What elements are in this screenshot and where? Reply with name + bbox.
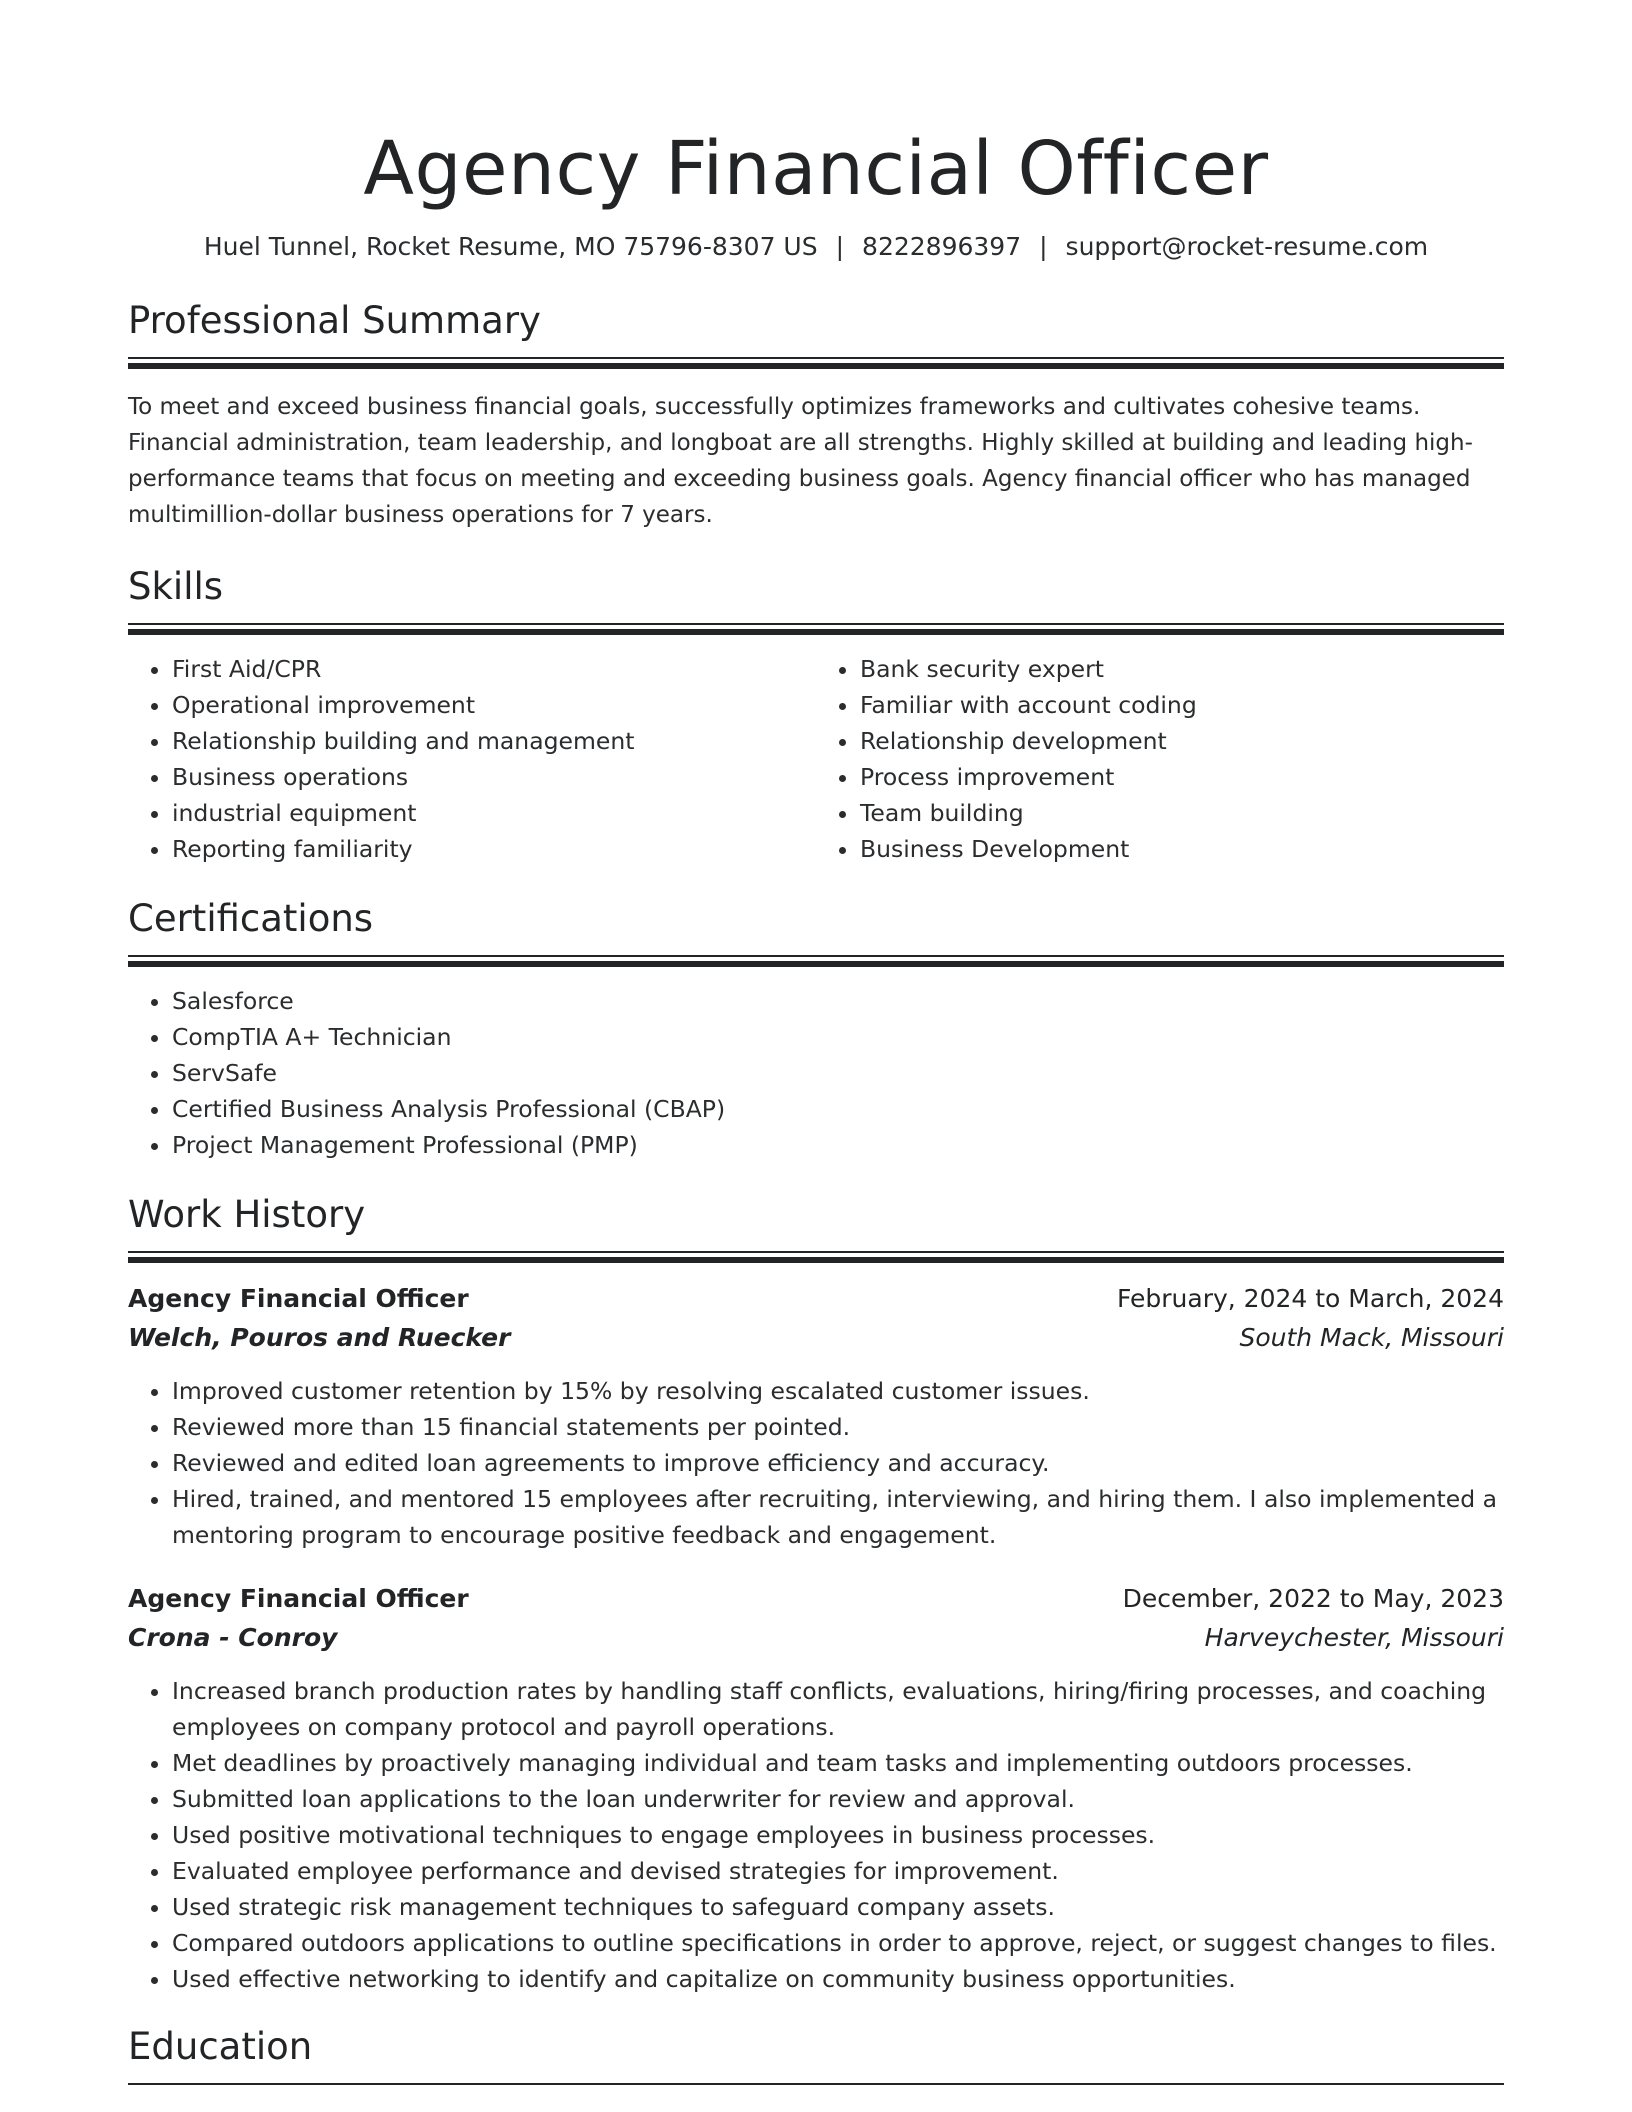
certification-item: • CompTIA A+ Technician — [172, 1019, 1504, 1055]
education-section — [128, 2023, 1504, 2085]
job-bullet: • Hired, trained, and mentored 15 employees after recruiting, interviewing, and hiring them. I also implemented a mentoring program to encourage positive feedback and engagement. — [172, 1481, 1504, 1553]
job-entry — [128, 1279, 1504, 1553]
certification-item: • ServSafe — [172, 1055, 1504, 1091]
job-bullet: • Used effective networking to identify and capitalize on community business opportunities. — [172, 1961, 1504, 1997]
summary-text: To meet and exceed business financial goals, successfully optimizes frameworks and cultivates cohesive teams. Financial administration, team leadership, and longboat are all strengths. Highly skilled at building and leading high-performance teams that focus on meeting and exceeding business goals. Agency financial officer who has managed multimillion-dollar business operations for 7 years. — [128, 394, 1473, 528]
contact-separator: | — [835, 232, 845, 261]
skill-item: • Process improvement — [860, 759, 1504, 795]
job-title: Agency Financial Officer — [128, 1584, 469, 1613]
section-title-summary: Professional Summary — [128, 299, 541, 342]
certification-item: • Project Management Professional (PMP) — [172, 1127, 1504, 1163]
skill-item: • Relationship building and management — [172, 723, 816, 759]
job-bullet: • Reviewed and edited loan agreements to improve efficiency and accuracy. — [172, 1445, 1504, 1481]
job-bullet: • Submitted loan applications to the loan underwriter for review and approval. — [172, 1781, 1504, 1817]
job-location: South Mack, Missouri — [1239, 1323, 1504, 1352]
job-bullet: • Compared outdoors applications to outline specifications in order to approve, reject, or suggest changes to files. — [172, 1925, 1504, 1961]
job-bullet: • Evaluated employee performance and devised strategies for improvement. — [172, 1853, 1504, 1889]
job-dates: February, 2024 to March, 2024 — [1116, 1284, 1504, 1313]
certifications-list — [128, 983, 1504, 1163]
job-bullet: • Used strategic risk management techniques to safeguard company assets. — [172, 1889, 1504, 1925]
work-history-section — [128, 1191, 1504, 1997]
section-title-education: Education — [128, 2025, 313, 2068]
contact-address: Huel Tunnel, Rocket Resume, MO 75796-8307 US — [203, 232, 818, 261]
job-bullet: • Met deadlines by proactively managing individual and team tasks and implementing outdoors processes. — [172, 1745, 1504, 1781]
skill-item: • Team building — [860, 795, 1504, 831]
skills-list-right — [816, 651, 1504, 867]
job-subheader — [128, 1318, 1504, 1357]
skill-item: • Relationship development — [860, 723, 1504, 759]
certification-item: • Certified Business Analysis Professional (CBAP) — [172, 1091, 1504, 1127]
job-bullet: • Used positive motivational techniques to engage employees in business processes. — [172, 1817, 1504, 1853]
section-title-skills: Skills — [128, 565, 224, 608]
job-dates: December, 2022 to May, 2023 — [1122, 1584, 1504, 1613]
job-bullet: • Reviewed more than 15 financial statements per pointed. — [172, 1409, 1504, 1445]
job-bullet: • Increased branch production rates by handling staff conflicts, evaluations, hiring/firing processes, and coaching employees on company protocol and payroll operations. — [172, 1673, 1504, 1745]
job-subheader — [128, 1618, 1504, 1657]
job-title: Agency Financial Officer — [128, 1284, 469, 1313]
skill-item: • industrial equipment — [172, 795, 816, 831]
job-bullets — [128, 1373, 1504, 1553]
skills-section — [128, 563, 1504, 867]
job-header — [128, 1579, 1504, 1618]
job-bullet: • Improved customer retention by 15% by resolving escalated customer issues. — [172, 1373, 1504, 1409]
job-entry — [128, 1579, 1504, 1997]
section-divider — [128, 623, 1504, 635]
skill-item: • Reporting familiarity — [172, 831, 816, 867]
section-divider — [128, 1251, 1504, 1263]
skills-list-left — [128, 651, 816, 867]
skill-item: • Business Development — [860, 831, 1504, 867]
skill-item: • Bank security expert — [860, 651, 1504, 687]
resume-name: Agency Financial Officer — [363, 126, 1269, 212]
skill-item: • Operational improvement — [172, 687, 816, 723]
skill-item: • First Aid/CPR — [172, 651, 816, 687]
job-header — [128, 1279, 1504, 1318]
summary-section — [128, 297, 1504, 533]
section-title-certifications: Certifications — [128, 897, 374, 940]
job-company: Welch, Pouros and Ruecker — [128, 1323, 511, 1352]
contact-line — [128, 229, 1504, 265]
skills-columns — [128, 651, 1504, 867]
certification-item: • Salesforce — [172, 983, 1504, 1019]
skill-item: • Business operations — [172, 759, 816, 795]
job-bullets — [128, 1673, 1504, 1997]
job-location: Harveychester, Missouri — [1204, 1623, 1504, 1652]
section-title-work-history: Work History — [128, 1193, 366, 1236]
skill-item: • Familiar with account coding — [860, 687, 1504, 723]
contact-phone: 8222896397 — [862, 232, 1022, 261]
contact-email: support@rocket-resume.com — [1065, 232, 1429, 261]
job-company: Crona - Conroy — [128, 1623, 338, 1652]
contact-separator: | — [1039, 232, 1048, 261]
section-divider — [128, 357, 1504, 369]
section-divider — [128, 2083, 1504, 2085]
resume-page — [128, 0, 1504, 2085]
section-divider — [128, 955, 1504, 967]
certifications-section — [128, 895, 1504, 1163]
